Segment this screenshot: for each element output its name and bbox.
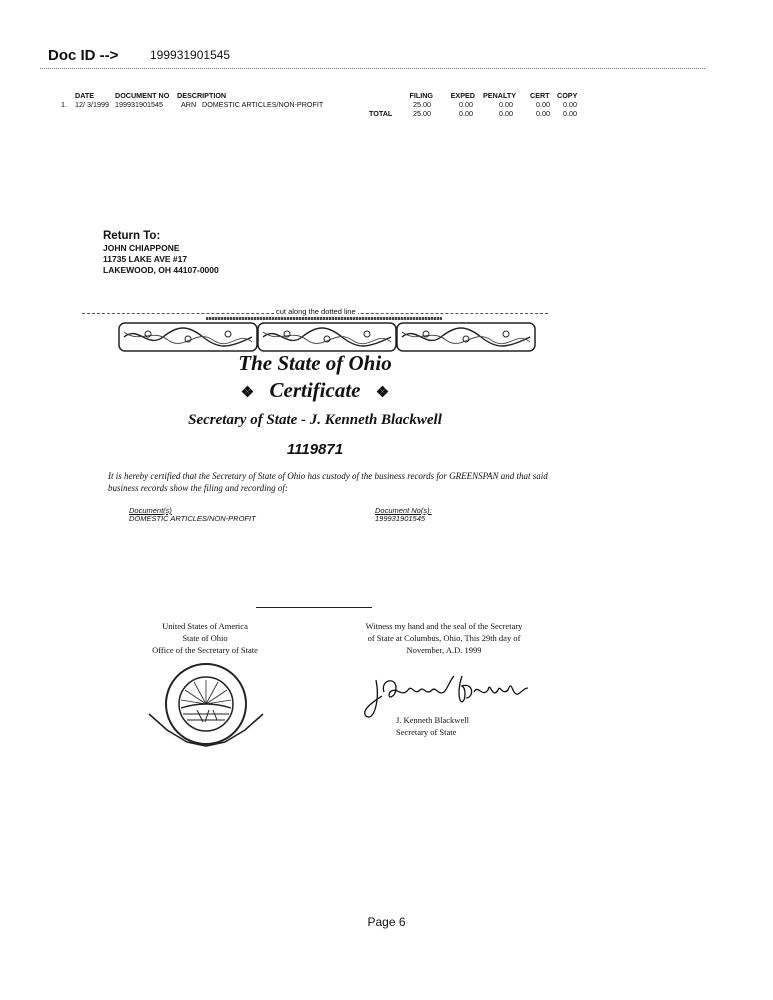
total-cert: 0.00 bbox=[536, 109, 550, 118]
row-document-no: 199931901545 bbox=[115, 100, 163, 109]
certificate-subtitle: Certificate bbox=[269, 378, 361, 402]
total-penalty: 0.00 bbox=[499, 109, 513, 118]
header-divider bbox=[40, 68, 705, 69]
certification-text: It is hereby certified that the Secretary of State of Ohio has custody of the business records for GREENSPAN and that said business records show the filing and recording of: bbox=[108, 471, 548, 493]
col-header-copy: COPY bbox=[557, 91, 578, 100]
page-number: Page 6 bbox=[367, 915, 406, 929]
witness-block bbox=[354, 620, 534, 656]
document-no-value: 199931901545 bbox=[375, 514, 426, 523]
row-copy: 0.00 bbox=[563, 100, 577, 109]
total-exped: 0.00 bbox=[459, 109, 473, 118]
row-cert: 0.00 bbox=[536, 100, 550, 109]
return-to-title: Return To: bbox=[103, 230, 161, 242]
signature-rule bbox=[256, 607, 372, 608]
cut-bar bbox=[206, 317, 442, 320]
row-description: DOMESTIC ARTICLES/NON-PROFIT bbox=[202, 100, 324, 109]
col-header-filing: FILING bbox=[409, 91, 433, 100]
witness-line: November, A.D. 1999 bbox=[406, 645, 482, 655]
col-header-cert: CERT bbox=[530, 91, 550, 100]
ohio-seal-icon bbox=[147, 660, 265, 748]
witness-line: Witness my hand and the seal of the Secretary bbox=[365, 621, 523, 631]
col-header-description: DESCRIPTION bbox=[177, 91, 227, 100]
return-to-name: JOHN CHIAPPONE bbox=[103, 243, 180, 253]
row-date: 12/ 3/1999 bbox=[75, 100, 109, 109]
return-to-city: LAKEWOOD, OH 44107-0000 bbox=[103, 265, 219, 275]
signer-block bbox=[396, 714, 469, 738]
row-exped: 0.00 bbox=[459, 100, 473, 109]
col-header-exped: EXPED bbox=[450, 91, 475, 100]
row-filing: 25.00 bbox=[413, 100, 431, 109]
total-copy: 0.00 bbox=[563, 109, 577, 118]
documents-label: Document(s) bbox=[129, 506, 172, 515]
diamond-ornament-icon: ❖ bbox=[240, 385, 255, 401]
signer-title: Secretary of State bbox=[396, 727, 457, 737]
secretary-line: Secretary of State - J. Kenneth Blackwell bbox=[188, 412, 442, 428]
doc-id-label: Doc ID --> bbox=[48, 47, 119, 64]
certificate-state-title: The State of Ohio bbox=[238, 351, 392, 375]
office-line: Office of the Secretary of State bbox=[152, 645, 258, 655]
total-label: TOTAL bbox=[369, 109, 393, 118]
documents-value: DOMESTIC ARTICLES/NON-PROFIT bbox=[129, 514, 256, 523]
ornament-center bbox=[257, 322, 397, 352]
diamond-ornament-icon: ❖ bbox=[375, 385, 390, 401]
col-header-penalty: PENALTY bbox=[483, 91, 517, 100]
row-penalty: 0.00 bbox=[499, 100, 513, 109]
return-to-street: 11735 LAKE AVE #17 bbox=[103, 254, 188, 264]
col-header-document-no: DOCUMENT NO bbox=[115, 91, 170, 100]
cut-label: cut along the dotted line bbox=[276, 307, 356, 316]
certificate-number: 1119871 bbox=[286, 441, 344, 458]
doc-id-value: 199931901545 bbox=[150, 48, 231, 62]
ornament-left bbox=[118, 322, 258, 352]
certificate-subtitle-row bbox=[0, 378, 630, 403]
office-line: State of Ohio bbox=[182, 633, 228, 643]
total-filing: 25.00 bbox=[413, 109, 431, 118]
document-no-label: Document No(s): bbox=[375, 506, 432, 515]
col-header-date: DATE bbox=[75, 91, 95, 100]
witness-line: of State at Columbus, Ohio, This 29th day of bbox=[367, 633, 521, 643]
ornament-right bbox=[396, 322, 536, 352]
signer-name: J. Kenneth Blackwell bbox=[396, 715, 469, 725]
row-code: ARN bbox=[181, 100, 197, 109]
office-line: United States of America bbox=[162, 621, 248, 631]
office-block bbox=[130, 620, 280, 656]
row-index: 1. bbox=[61, 100, 67, 109]
